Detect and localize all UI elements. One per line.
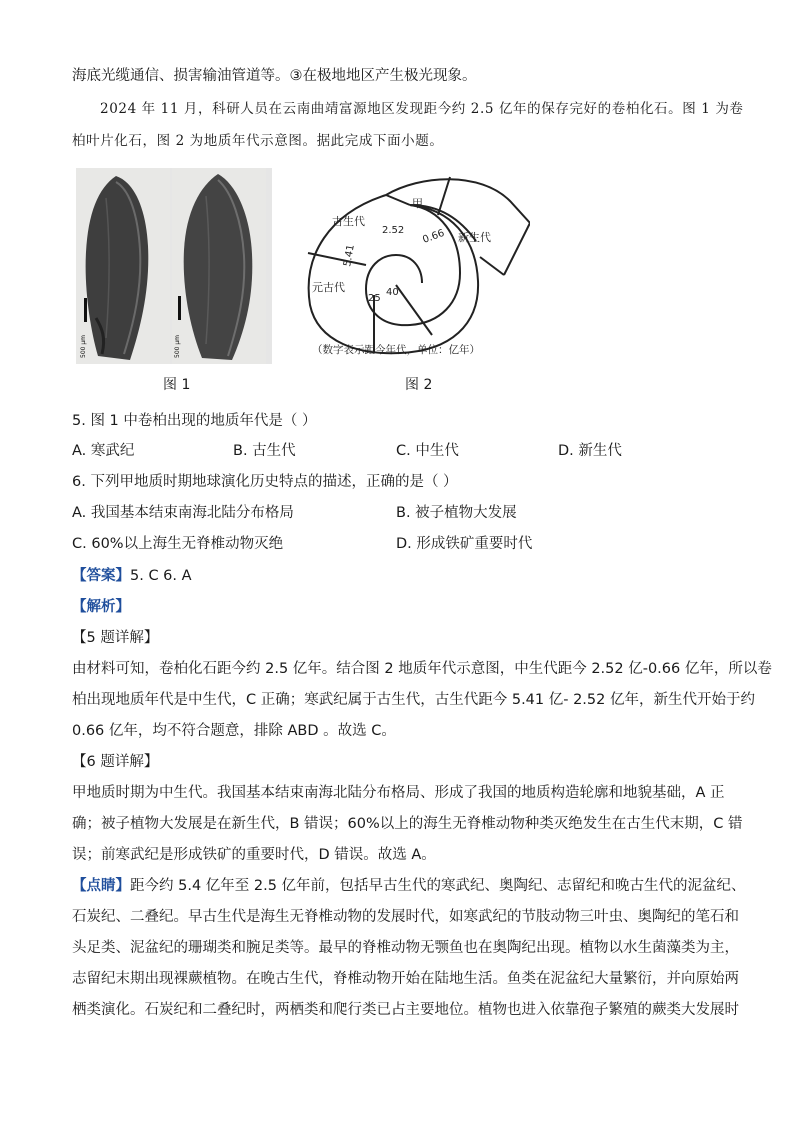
question-6-option-a: A. 我国基本结束南海北陆分布格局	[72, 505, 294, 521]
question-6-option-c: C. 60%以上海生无脊椎动物灭绝	[72, 536, 284, 552]
detail-5-line-2: 柏出现地质年代是中生代，C 正确；寒武纪属于古生代，古生代距今 5.41 亿- 2.52 亿年，新生代开始于约	[72, 692, 755, 708]
detail-6-line-1: 甲地质时期为中生代。我国基本结束南海北陆分布格局、形成了我国的地质构造轮廓和地貌基础，A 正	[72, 785, 725, 801]
figure-1-caption: 图 1	[163, 377, 191, 393]
number-0-66: 0.66	[421, 227, 446, 246]
question-6-stem: 6. 下列甲地质时期地球演化历史特点的描述，正确的是（ ）	[72, 474, 458, 490]
label-proterozoic: 元古代	[312, 281, 345, 294]
dianjing-line-3: 头足类、泥盆纪的珊瑚类和腕足类等。最早的脊椎动物无颚鱼也在奥陶纪出现。植物以水生菌藻类为主，	[72, 940, 739, 956]
detail-6-title: 【6 题详解】	[72, 754, 159, 770]
text-line: 海底光缆通信、损害输油管道等。③在极地地区产生极光现象。	[72, 68, 477, 84]
dianjing-text-1: 距今约 5.4 亿年至 2.5 亿年前，包括早古生代的寒武纪、奥陶纪、志留纪和晚古生代的泥盆纪、	[130, 878, 746, 894]
question-5-option-d: D. 新生代	[558, 443, 622, 459]
number-5-41: 5.41	[342, 243, 357, 268]
number-40: 40	[386, 287, 399, 298]
fossil-photo-right	[172, 168, 266, 364]
analysis-label-line	[72, 597, 130, 617]
dianjing-line-2: 石炭纪、二叠纪。早古生代是海生无脊椎动物的发展时代，如寒武纪的节肢动物三叶虫、奥陶纪的笔石和	[72, 909, 739, 925]
question-5-option-b: B. 古生代	[233, 443, 296, 459]
detail-5-line-3: 0.66 亿年，均不符合题意，排除 ABD 。故选 C。	[72, 723, 396, 739]
answer-text: 5. C 6. A	[130, 568, 192, 584]
number-2-52: 2.52	[382, 225, 405, 236]
dianjing-line-5: 栖类演化。石炭纪和二叠纪时，两栖类和爬行类已占主要地位。植物也进入依靠孢子繁殖的蕨类大发展时	[72, 1002, 739, 1018]
dianjing-line-4: 志留纪末期出现裸蕨植物。在晚古生代，脊椎动物开始在陆地生活。鱼类在泥盆纪大量繁衍，并向原始两	[72, 971, 739, 987]
intro-line-2: 柏叶片化石，图 2 为地质年代示意图。据此完成下面小题。	[72, 133, 444, 149]
dianjing-line-1	[72, 876, 746, 896]
fossil-photo-left	[76, 168, 170, 364]
diagram-note: （数字表示距今年代，单位：亿年）	[312, 344, 480, 356]
question-5-option-a: A. 寒武纪	[72, 443, 135, 459]
label-cenozoic: 新生代	[458, 231, 491, 244]
figure-2-caption: 图 2	[405, 377, 433, 393]
geological-era-diagram	[300, 165, 530, 365]
detail-6-line-3: 误；前寒武纪是形成铁矿的重要时代，D 错误。故选 A。	[72, 847, 436, 863]
number-25: 25	[368, 293, 381, 304]
dianjing-label: 【点睛】	[72, 878, 130, 894]
analysis-label: 【解析】	[72, 599, 130, 615]
question-6-option-d: D. 形成铁矿重要时代	[396, 536, 533, 552]
detail-5-line-1: 由材料可知，卷柏化石距今约 2.5 亿年。结合图 2 地质年代示意图，中生代距今 2.52 亿-0.66 亿年，所以卷	[72, 661, 772, 677]
answer-label: 【答案】	[72, 568, 130, 584]
question-6-option-b: B. 被子植物大发展	[396, 505, 517, 521]
question-5-stem: 5. 图 1 中卷柏出现的地质年代是（ ）	[72, 413, 317, 429]
detail-6-line-2: 确；被子植物大发展是在新生代，B 错误；60%以上的海生无脊椎动物种类灭绝发生在古生代末期，C 错	[72, 816, 743, 832]
label-jia: 甲	[412, 197, 423, 210]
detail-5-title: 【5 题详解】	[72, 630, 159, 646]
answer-line	[72, 566, 192, 586]
intro-line-1: 2024 年 11 月，科研人员在云南曲靖富源地区发现距今约 2.5 亿年的保存完好的卷柏化石。图 1 为卷	[100, 101, 744, 117]
label-paleozoic: 古生代	[332, 215, 365, 228]
fossil-photo-figure	[76, 168, 272, 364]
scale-bar	[84, 298, 87, 322]
question-5-option-c: C. 中生代	[396, 443, 459, 459]
scale-bar	[178, 296, 181, 320]
scale-label: 500 μm	[80, 334, 87, 358]
scale-label: 500 μm	[174, 334, 181, 358]
